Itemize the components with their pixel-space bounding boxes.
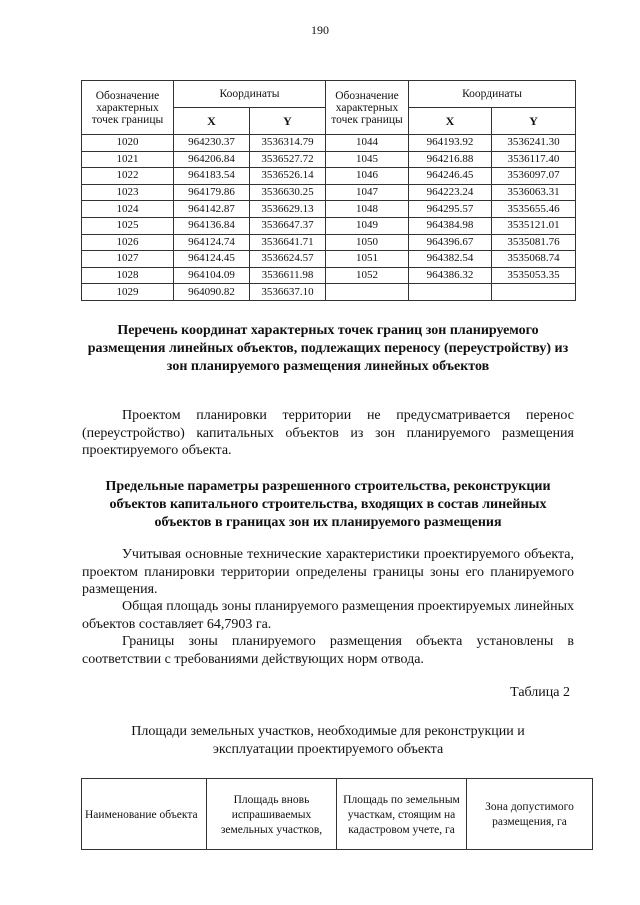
cell-y1: 3536629.13 [250,201,326,218]
cell-y2: 3536241.30 [492,135,576,152]
cell-x2: 964384.98 [409,217,492,234]
header-x-2: X [409,108,492,135]
header-point-designation-2: Обозначение характерных точек границы [326,81,409,135]
cell-x2 [409,284,492,301]
table-2-caption: Площади земельных участков, необходимые для реконструкции и эксплуатации проектируемого объекта [131,724,525,757]
header-new-plots-area: Площадь вновь испрашиваемых земельных участков, [207,779,337,850]
cell-p1: 1026 [82,234,174,251]
cell-p2: 1049 [326,217,409,234]
header-object-name: Наименование объекта [82,779,207,850]
cell-p2: 1051 [326,251,409,268]
cell-x1: 964124.45 [174,251,250,268]
cell-y1: 3536611.98 [250,267,326,284]
cell-x2: 964216.88 [409,151,492,168]
cell-x1: 964136.84 [174,217,250,234]
cell-y1: 3536641.71 [250,234,326,251]
cell-y2: 3536117.40 [492,151,576,168]
cell-x2: 964223.24 [409,184,492,201]
table-row [82,234,576,251]
cell-x1: 964230.37 [174,135,250,152]
cell-p1: 1020 [82,135,174,152]
cell-x1: 964104.09 [174,267,250,284]
heading-construction-parameters: Предельные параметры разрешенного строительства, реконструкции объектов капитального строительства, входящих в состав линейных объектов в границах зон их планируемого размещения [105,479,551,530]
cell-y2: 3535655.46 [492,201,576,218]
header-y-2: Y [492,108,576,135]
cell-p2: 1047 [326,184,409,201]
cell-p2: 1048 [326,201,409,218]
cell-p2: 1050 [326,234,409,251]
table-row [82,168,576,185]
cell-y1: 3536624.57 [250,251,326,268]
cell-x2: 964396.67 [409,234,492,251]
cell-y1: 3536527.72 [250,151,326,168]
cell-y1: 3536637.10 [250,284,326,301]
cell-x2: 964382.54 [409,251,492,268]
table-2-header-row [82,779,593,850]
paragraph-characteristics: Учитывая основные технические характеристики проектируемого объекта, проектом планировки территории определены границы зоны его планируемого размещения. [82,547,574,597]
cell-y2: 3535068.74 [492,251,576,268]
cell-y2: 3535121.01 [492,217,576,234]
header-coordinates-2: Координаты [409,81,576,108]
table-row [82,184,576,201]
cell-p1: 1025 [82,217,174,234]
table-row [82,251,576,268]
table-row [82,135,576,152]
cell-x2: 964386.32 [409,267,492,284]
cell-x1: 964090.82 [174,284,250,301]
header-y-1: Y [250,108,326,135]
cell-x2: 964193.92 [409,135,492,152]
cell-x2: 964246.45 [409,168,492,185]
header-point-designation-1: Обозначение характерных точек границы [82,81,174,135]
header-cadastral-area: Площадь по земельным участкам, стоящим на кадастровом учете, га [337,779,467,850]
cell-y2: 3535081.76 [492,234,576,251]
table-row [82,284,576,301]
cell-p1: 1021 [82,151,174,168]
table-row [82,151,576,168]
coordinates-table [81,80,576,301]
cell-x1: 964206.84 [174,151,250,168]
paragraph-total-area: Общая площадь зоны планируемого размещения проектируемых линейных объектов составляет 64,7903 га. [82,599,574,632]
cell-x1: 964142.87 [174,201,250,218]
cell-x2: 964295.57 [409,201,492,218]
cell-y2: 3536097.07 [492,168,576,185]
cell-x1: 964183.54 [174,168,250,185]
header-coordinates-1: Координаты [174,81,326,108]
header-allowed-zone: Зона допустимого размещения, га [467,779,593,850]
cell-p1: 1023 [82,184,174,201]
cell-y1: 3536647.37 [250,217,326,234]
cell-y1: 3536526.14 [250,168,326,185]
paragraph-no-transfer: Проектом планировки территории не предусматривается перенос (переустройство) капитальных объектов из зон планируемого размещения проектируемого объекта. [82,408,574,458]
table-row [82,201,576,218]
header-x-1: X [174,108,250,135]
cell-x1: 964124.74 [174,234,250,251]
table-row [82,267,576,284]
cell-y2: 3535053.35 [492,267,576,284]
table-header-row [82,81,576,108]
land-area-table [81,778,593,850]
table-row [82,217,576,234]
cell-p1: 1027 [82,251,174,268]
cell-p2: 1045 [326,151,409,168]
cell-p2: 1046 [326,168,409,185]
heading-coordinates-transfer: Перечень координат характерных точек границ зон планируемого размещения линейных объектов, подлежащих переносу (переустройству) из зон планируемого размещения линейных объектов [87,323,569,374]
cell-p1: 1022 [82,168,174,185]
paragraph-boundaries: Границы зоны планируемого размещения объекта установлены в соответствии с требованиями действующих норм отвода. [82,634,574,667]
cell-p2 [326,284,409,301]
cell-p1: 1028 [82,267,174,284]
cell-y1: 3536314.79 [250,135,326,152]
cell-y2: 3536063.31 [492,184,576,201]
cell-p1: 1029 [82,284,174,301]
table-2-label: Таблица 2 [510,685,570,700]
cell-y2 [492,284,576,301]
cell-p2: 1044 [326,135,409,152]
cell-p1: 1024 [82,201,174,218]
cell-p2: 1052 [326,267,409,284]
page-number: 190 [311,23,329,37]
cell-x1: 964179.86 [174,184,250,201]
cell-y1: 3536630.25 [250,184,326,201]
